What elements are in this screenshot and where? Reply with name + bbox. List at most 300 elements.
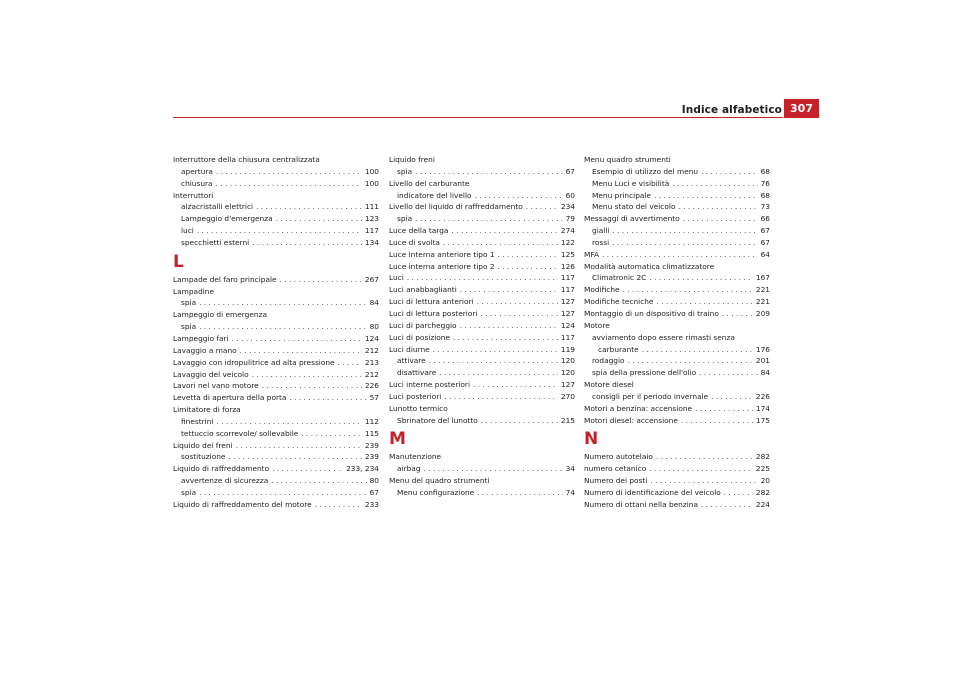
entry-term: Luci posteriori [389,391,442,401]
dot-leader [711,391,753,403]
dot-leader [656,451,753,463]
entry-term: Livello del carburante [389,178,470,188]
entry-page-ref: 124 [364,333,379,343]
entry-term: rossi [592,237,610,247]
entry-page-ref: 80 [369,476,379,486]
entry-page-ref: 209 [755,308,770,318]
index-entry [584,344,770,356]
index-entry [584,367,770,379]
entry-page-ref: 100 [364,178,379,188]
index-entry [173,404,379,416]
entry-page-ref: 57 [369,393,379,403]
index-entry [584,415,770,427]
dot-leader [724,487,753,499]
dot-leader [498,249,558,261]
entry-term: Luci interne posteriori [389,380,471,390]
entry-term: Luci [389,273,404,283]
dot-leader [232,333,362,345]
entry-page-ref: 221 [755,285,770,295]
entry-page-ref: 225 [755,464,770,474]
index-entry [389,403,575,415]
entry-page-ref: 267 [364,274,379,284]
entry-page-ref: 117 [364,226,379,236]
index-entry [173,380,379,392]
index-entry [389,213,575,225]
section-letter: N [584,429,599,450]
entry-term: Manutenzione [389,452,442,462]
dot-leader [199,487,366,499]
entry-term: chiusura [181,178,213,188]
entry-term: Lampeggio d'emergenza [181,214,273,224]
entry-term: Motori a benzina: accensione [584,403,693,413]
dot-leader [612,237,757,249]
index-entry [584,320,770,332]
entry-term: Modifiche [584,285,620,295]
dot-leader [439,367,558,379]
entry-term: gialli [592,226,610,236]
entry-page-ref: 174 [755,403,770,413]
entry-page-ref: 233 [364,499,379,509]
index-entry [389,284,575,296]
entry-page-ref: 123 [364,214,379,224]
dot-leader [678,201,757,213]
index-entry [584,451,770,463]
entry-term: consigli per il periodo invernale [592,391,709,401]
index-entry [173,392,379,404]
entry-term: Luce interna anteriore tipo 2 [389,261,495,271]
entry-page-ref: 126 [560,261,575,271]
dot-leader [199,321,366,333]
entry-term: indicatore del livello [397,190,472,200]
entry-page-ref: 119 [560,344,575,354]
index-entry [584,332,770,344]
dot-leader [443,237,558,249]
entry-term: Lampeggio fari [173,333,229,343]
section-letter: M [389,429,406,450]
dot-leader [415,213,562,225]
entry-page-ref: 201 [755,356,770,366]
entry-page-ref: 34 [565,464,575,474]
entry-term: spia [181,322,197,332]
entry-page-ref: 100 [364,166,379,176]
entry-term: Luci anabbaglianti [389,285,457,295]
index-entry [173,475,379,487]
entry-term: Menu quadro strumenti [584,155,671,164]
entry-term: numero cetanico [584,464,647,474]
entry-term: Livello del liquido di raffreddamento [389,202,523,212]
entry-page-ref: 68 [760,166,770,176]
index-entry [173,428,379,440]
entry-term: spia [181,487,197,497]
entry-term: Interruttore della chiusura centralizzata [173,155,320,164]
entry-page-ref: 117 [560,273,575,283]
dot-leader [216,166,362,178]
index-entry [389,451,575,463]
dot-leader [498,261,558,273]
index-entry [584,284,770,296]
dot-leader [280,274,362,286]
index-entry [584,249,770,261]
header-rule [173,117,783,118]
index-entry [389,367,575,379]
index-entry [389,296,575,308]
dot-leader [228,451,361,463]
dot-leader [197,225,362,237]
index-entry [173,225,379,237]
dot-leader [481,415,558,427]
entry-page-ref: 60 [565,190,575,200]
entry-page-ref: 124 [560,320,575,330]
index-entry [584,355,770,367]
dot-leader [262,380,362,392]
entry-page-ref: 122 [560,237,575,247]
dot-leader [315,499,362,511]
entry-term: Lavaggio con idropulitrice ad alta pressione [173,357,335,367]
index-entry [389,308,575,320]
dot-leader [475,190,563,202]
dot-leader [240,345,362,357]
dot-leader [642,344,753,356]
dot-leader [429,355,558,367]
index-entry [584,261,770,273]
entry-page-ref: 67 [369,487,379,497]
index-entry [584,475,770,487]
entry-page-ref: 125 [560,249,575,259]
dot-leader [256,201,362,213]
dot-leader [216,178,362,190]
entry-page-ref: 68 [760,190,770,200]
entry-page-ref: 233, 234 [346,464,379,474]
entry-page-ref: 176 [755,344,770,354]
dot-leader [672,178,757,190]
dot-leader [612,225,757,237]
entry-term: Numero autotelaio [584,452,653,462]
entry-term: Motore [584,320,610,330]
entry-page-ref: 167 [755,273,770,283]
dot-leader [722,308,753,320]
entry-term: avviamento dopo essere rimasti senza [592,332,735,342]
entry-term: Interruttori [173,190,214,200]
entry-term: Luce della targa [389,226,449,236]
index-entry [173,309,379,321]
entry-term: tettuccio scorrevole/ sollevabile [181,428,299,438]
dot-leader [415,166,562,178]
dot-leader [602,249,758,261]
entry-term: rodaggio [592,356,625,366]
index-entry [584,272,770,284]
index-entry [389,475,575,487]
dot-leader [695,403,753,415]
entry-term: Modifiche tecniche [584,297,654,307]
entry-page-ref: 282 [755,487,770,497]
dot-leader [477,296,558,308]
index-entry [389,190,575,202]
index-entry [584,391,770,403]
index-entry [584,379,770,391]
index-entry [173,463,379,475]
entry-page-ref: 117 [560,332,575,342]
entry-term: Numero dei posti [584,476,648,486]
dot-leader [236,440,362,452]
entry-term: Motori diesel: accensione [584,415,678,425]
index-entry [584,201,770,213]
entry-term: Messaggi di avvertimento [584,214,680,224]
entry-page-ref: 213 [364,357,379,367]
entry-page-ref: 234 [560,202,575,212]
entry-page-ref: 64 [760,249,770,259]
index-entry [173,154,379,166]
entry-page-ref: 76 [760,178,770,188]
entry-page-ref: 84 [760,368,770,378]
index-entry [173,321,379,333]
entry-term: Montaggio di un dispositivo di traino [584,308,719,318]
entry-term: Lunotto termico [389,403,448,413]
index-entry [389,225,575,237]
entry-term: Liquido di raffreddamento del motore [173,499,312,509]
dot-leader [199,297,366,309]
entry-term: sostituzione [181,452,226,462]
entry-page-ref: 274 [560,226,575,236]
index-entry [389,166,575,178]
index-column-1 [173,154,379,511]
index-entry [389,320,575,332]
index-entry [389,463,575,475]
index-entry [173,499,379,511]
index-entry [173,345,379,357]
index-entry [173,178,379,190]
index-entry [173,487,379,499]
index-entry [389,344,575,356]
index-entry [173,357,379,369]
entry-page-ref: 117 [560,285,575,295]
dot-leader [701,499,753,511]
index-entry [173,166,379,178]
entry-page-ref: 239 [364,452,379,462]
index-entry [584,213,770,225]
entry-page-ref: 127 [560,380,575,390]
entry-term: Luce interna anteriore tipo 1 [389,249,495,259]
index-entry [173,274,379,286]
entry-term: Numero di identificazione del veicolo [584,487,721,497]
index-entry [173,440,379,452]
index-entry [173,190,379,202]
entry-page-ref: 215 [560,415,575,425]
entry-term: spia [181,298,197,308]
dot-leader [701,166,757,178]
index-entry [173,416,379,428]
entry-term: Lavaggio del veicolo [173,369,249,379]
dot-leader [453,332,558,344]
entry-page-ref: 239 [364,440,379,450]
index-entry [584,178,770,190]
entry-term: Levetta di apertura della porta [173,393,287,403]
index-entry [389,332,575,344]
entry-term: airbag [397,464,421,474]
entry-page-ref: 212 [364,369,379,379]
entry-term: spia [397,166,413,176]
entry-term: Liquido dei freni [173,440,233,450]
entry-page-ref: 127 [560,297,575,307]
entry-term: Menu configurazione [397,487,475,497]
entry-term: Menu Luci e visibilità [592,178,670,188]
entry-page-ref: 84 [369,298,379,308]
entry-term: spia [397,214,413,224]
index-entry [389,201,575,213]
entry-page-ref: 67 [760,226,770,236]
index-entry [389,379,575,391]
dot-leader [433,344,558,356]
entry-term: Menu principale [592,190,652,200]
dot-leader [683,213,758,225]
index-entry [584,487,770,499]
dot-leader [654,190,758,202]
entry-term: Esempio di utilizzo del menu [592,166,699,176]
dot-leader [650,475,757,487]
entry-page-ref: 226 [755,391,770,401]
entry-page-ref: 20 [760,476,770,486]
entry-page-ref: 111 [364,202,379,212]
entry-term: carburante [598,344,639,354]
index-entry [389,487,575,499]
dot-leader [444,391,558,403]
dot-leader [681,415,753,427]
index-entry [389,261,575,273]
dot-leader [271,475,366,487]
entry-term: luci [181,226,194,236]
entry-page-ref: 226 [364,381,379,391]
dot-leader [272,463,343,475]
index-entry [584,225,770,237]
entry-page-ref: 67 [760,237,770,247]
entry-term: attivare [397,356,426,366]
index-entry [584,403,770,415]
dot-leader [338,357,362,369]
index-entry [584,463,770,475]
dot-leader [473,379,558,391]
entry-page-ref: 74 [565,487,575,497]
entry-term: Lampadine [173,286,215,296]
entry-page-ref: 79 [565,214,575,224]
index-entry [389,391,575,403]
entry-page-ref: 175 [755,415,770,425]
index-entry [584,308,770,320]
dot-leader [301,428,362,440]
entry-term: disattivare [397,368,437,378]
index-entry [173,297,379,309]
index-entry [173,333,379,345]
dot-leader [649,463,753,475]
dot-leader [628,355,753,367]
index-entry [173,451,379,463]
index-entry [389,355,575,367]
index-entry [173,237,379,249]
entry-page-ref: 127 [560,308,575,318]
index-entry [389,237,575,249]
entry-term: Luci di parcheggio [389,320,457,330]
entry-term: Lampeggio di emergenza [173,310,268,320]
entry-page-ref: 212 [364,345,379,355]
index-entry [173,286,379,298]
entry-page-ref: 270 [560,391,575,401]
index-entry [584,190,770,202]
dot-leader [480,308,557,320]
entry-term: Sbrinatore del lunotto [397,415,478,425]
entry-term: Luci di lettura anteriori [389,297,474,307]
index-entry [389,178,575,190]
section-letter: L [173,251,184,272]
index-entry [389,272,575,284]
dot-leader [289,392,366,404]
dot-leader [451,225,557,237]
dot-leader [276,213,362,225]
entry-page-ref: 80 [369,322,379,332]
index-entry [584,296,770,308]
page-number-badge: 307 [784,99,819,118]
dot-leader [252,237,362,249]
entry-page-ref: 120 [560,356,575,366]
dot-leader [216,416,361,428]
entry-term: Climatronic 2C [592,273,647,283]
entry-term: Modalità automatica climatizzatore [584,261,715,271]
index-entry [173,369,379,381]
entry-term: MFA [584,249,600,259]
entry-term: apertura [181,166,213,176]
dot-leader [477,487,562,499]
entry-term: Liquido di raffreddamento [173,464,270,474]
entry-page-ref: 120 [560,368,575,378]
entry-term: Limitatore di forza [173,405,241,415]
index-entry [584,237,770,249]
entry-page-ref: 282 [755,452,770,462]
entry-term: Motore diesel [584,380,634,390]
index-entry [173,213,379,225]
entry-page-ref: 73 [760,202,770,212]
dot-leader [460,320,558,332]
dot-leader [623,284,753,296]
entry-term: specchietti esterni [181,237,250,247]
dot-leader [699,367,757,379]
dot-leader [656,296,752,308]
index-entry [584,166,770,178]
entry-page-ref: 67 [565,166,575,176]
index-entry [584,154,770,166]
entry-term: Menu stato del veicolo [592,202,676,212]
index-column-2 [389,154,575,499]
entry-term: finestrini [181,416,214,426]
entry-term: Lampade del faro principale [173,274,277,284]
dot-leader [252,369,362,381]
index-column-3 [584,154,770,511]
entry-page-ref: 112 [364,416,379,426]
index-entry [584,499,770,511]
dot-leader [649,272,753,284]
entry-page-ref: 224 [755,499,770,509]
index-entry [389,154,575,166]
entry-term: Lavori nel vano motore [173,381,259,391]
entry-page-ref: 66 [760,214,770,224]
index-entry [173,201,379,213]
entry-term: alzacristalli elettrici [181,202,254,212]
dot-leader [424,463,563,475]
entry-term: Menu del quadro strumenti [389,476,490,486]
entry-page-ref: 221 [755,297,770,307]
entry-page-ref: 115 [364,428,379,438]
page-title: Indice alfabetico [681,104,782,116]
dot-leader [526,201,558,213]
entry-term: Lavaggio a mano [173,345,237,355]
entry-term: Luci diurne [389,344,430,354]
entry-term: Luci di lettura posteriori [389,308,478,318]
